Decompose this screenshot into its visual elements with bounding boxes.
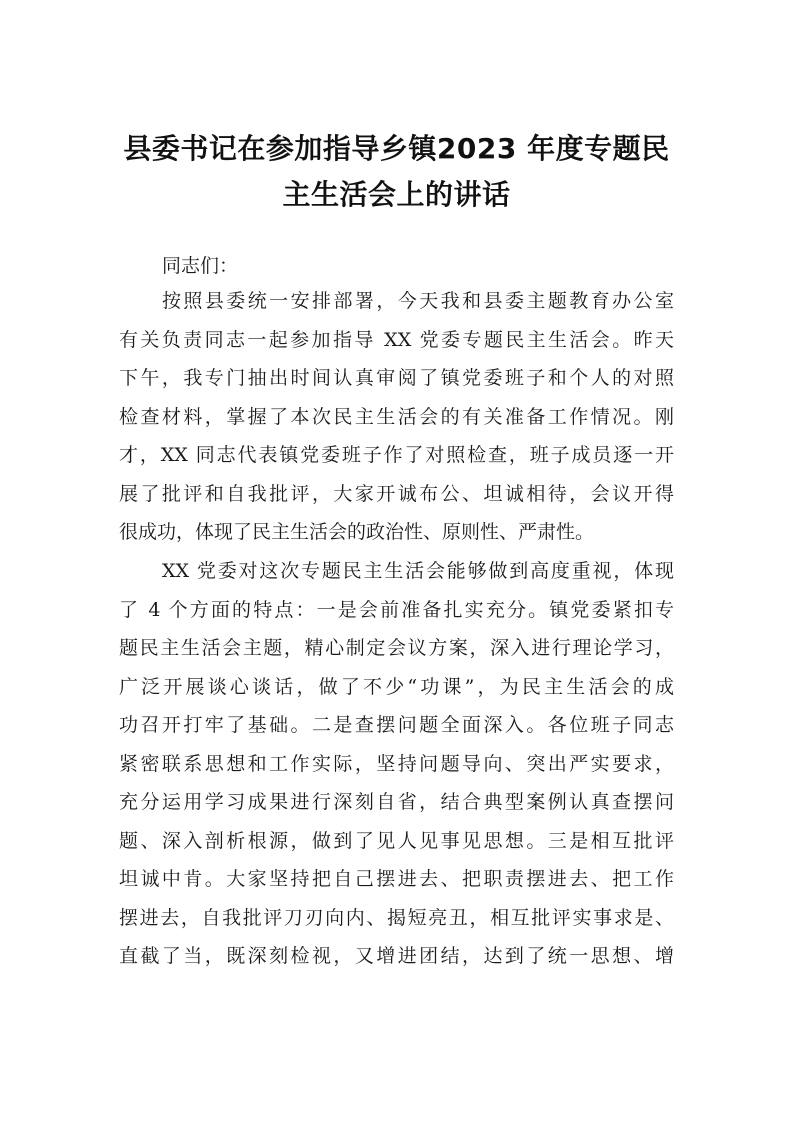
salutation: 同志们：: [162, 255, 239, 277]
paragraph-line: 下午，我专门抽出时间认真审阅了镇党委班子和个人的对照: [119, 367, 674, 389]
paragraph-line: 充分运用学习成果进行深刻自省，结合典型案例认真查摆问: [119, 791, 674, 813]
paragraph-line: 按照县委统一安排部署，今天我和县委主题教育办公室: [162, 290, 674, 312]
paragraph-line: 展了批评和自我批评，大家开诚布公、坦诚相待，会议开得: [119, 482, 674, 505]
paragraph-line: 坦诚中肯。大家坚持把自己摆进去、把职责摆进去、把工作: [119, 868, 674, 890]
paragraph-line: 摆进去，自我批评刀刃向内、揭短亮丑，相互批评实事求是、: [119, 906, 674, 929]
paragraph-line: 紧密联系思想和工作实际，坚持问题导向、突出严实要求，: [119, 752, 674, 775]
paragraph-line: 题民主生活会主题，精心制定会议方案，深入进行理论学习，: [119, 637, 674, 659]
paragraph-2: [119, 552, 674, 976]
paragraph-line: 广泛开展谈心谈话，做了不少“功课”，为民主生活会的成: [119, 675, 674, 698]
paragraph-line: XX 党委对这次专题民主生活会能够做到高度重视，体现: [162, 560, 674, 582]
paragraph-line: 很成功，体现了民主生活会的政治性、原则性、严肃性。: [119, 521, 595, 543]
document-title-line-2: 主生活会上的讲话: [282, 178, 511, 211]
paragraph-line: 题、深入剖析根源，做到了见人见事见思想。三是相互批评: [119, 829, 674, 852]
paragraph-line: 才，XX 同志代表镇党委班子作了对照检查，班子成员逐一开: [119, 444, 674, 466]
paragraph-line: 检查材料，掌握了本次民主生活会的有关准备工作情况。刚: [119, 405, 674, 428]
document-title-line-1: 县委书记在参加指导乡镇2023 年度专题民: [123, 132, 670, 165]
paragraph-line: 功召开打牢了基础。二是查摆问题全面深入。各位班子同志: [119, 714, 674, 736]
paragraph-line: 有关负责同志一起参加指导 XX 党委专题民主生活会。昨天: [119, 328, 674, 351]
paragraph-line: 了 4 个方面的特点：一是会前准备扎实充分。镇党委紧扣专: [119, 598, 674, 621]
paragraph-1: [119, 282, 674, 552]
paragraph-line: 直截了当，既深刻检视，又增进团结，达到了统一思想、增: [119, 945, 674, 967]
